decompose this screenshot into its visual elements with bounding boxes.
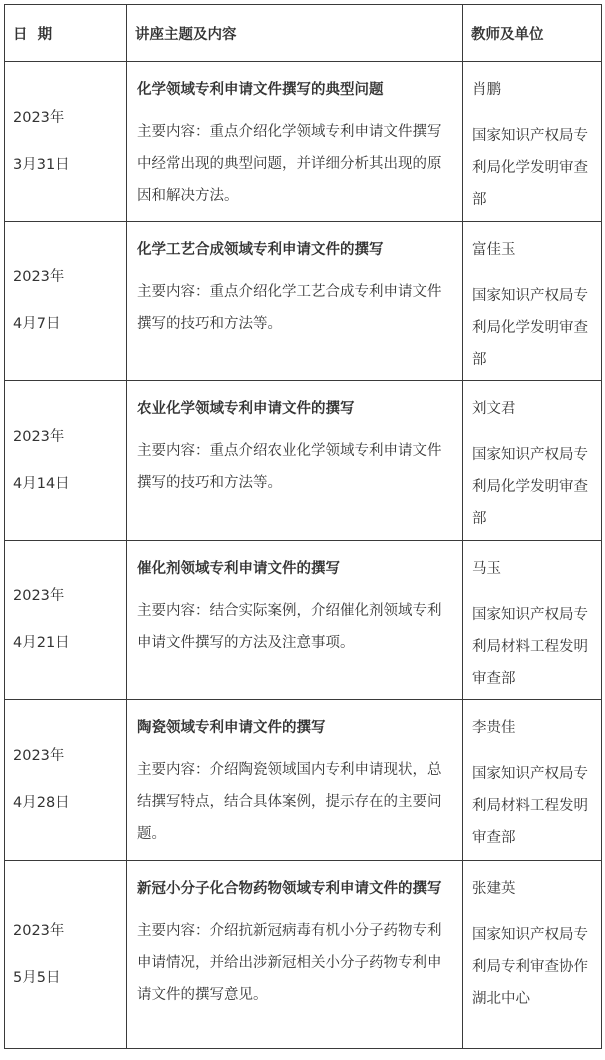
teacher-unit: 国家知识产权局专利局化学发明审查部 — [472, 288, 588, 368]
table-row — [5, 541, 602, 700]
topic-title: 新冠小分子化合物药物领域专利申请文件的撰写 — [137, 881, 442, 897]
date-day: 4月28日 — [13, 795, 70, 811]
topic-title: 农业化学领域专利申请文件的撰写 — [137, 401, 355, 417]
topic-cell — [127, 700, 463, 861]
teacher-unit: 国家知识产权局专利局化学发明审查部 — [472, 128, 588, 208]
date-cell — [5, 861, 127, 1049]
date-cell — [5, 700, 127, 861]
topic-description: 主要内容：介绍抗新冠病毒有机小分子药物专利申请情况，并给出涉新冠相关小分子药物专利申请文件的撰写意见。 — [137, 923, 442, 1003]
teacher-cell — [463, 541, 602, 700]
date-cell — [5, 541, 127, 700]
date-cell — [5, 381, 127, 541]
date-day: 5月5日 — [13, 969, 61, 986]
date-year: 2023年 — [13, 922, 65, 939]
header-teacher: 教师及单位 — [463, 5, 602, 62]
teacher-unit: 国家知识产权局专利局化学发明审查部 — [472, 447, 588, 527]
date-day: 4月7日 — [13, 316, 61, 332]
teacher-unit: 国家知识产权局专利局专利审查协作湖北中心 — [472, 927, 588, 1007]
date-year: 2023年 — [13, 109, 65, 126]
header-topic: 讲座主题及内容 — [127, 5, 463, 62]
teacher-cell — [463, 381, 602, 541]
topic-cell — [127, 541, 463, 700]
table-row — [5, 222, 602, 381]
date-year: 2023年 — [13, 269, 65, 285]
teacher-cell — [463, 861, 602, 1049]
header-date: 日 期 — [5, 5, 127, 62]
topic-description: 主要内容：介绍陶瓷领域国内专利申请现状，总结撰写特点，结合具体案例，提示存在的主要问题。 — [137, 762, 442, 842]
table-row — [5, 700, 602, 861]
teacher-name: 马玉 — [472, 561, 501, 577]
date-day: 4月14日 — [13, 475, 70, 492]
table-row — [5, 381, 602, 541]
topic-cell — [127, 62, 463, 222]
teacher-unit: 国家知识产权局专利局材料工程发明审查部 — [472, 607, 588, 687]
topic-title: 化学工艺合成领域专利申请文件的撰写 — [137, 242, 384, 258]
topic-title: 催化剂领域专利申请文件的撰写 — [137, 561, 340, 577]
date-year: 2023年 — [13, 588, 65, 604]
table-row — [5, 861, 602, 1049]
teacher-name: 李贵佳 — [472, 720, 516, 736]
table-row — [5, 62, 602, 222]
topic-cell — [127, 861, 463, 1049]
topic-description: 主要内容：结合实际案例，介绍催化剂领域专利申请文件撰写的方法及注意事项。 — [137, 603, 442, 651]
lecture-schedule-table — [4, 4, 602, 1049]
topic-description: 主要内容：重点介绍农业化学领域专利申请文件撰写的技巧和方法等。 — [137, 443, 442, 491]
topic-description: 主要内容：重点介绍化学领域专利申请文件撰写中经常出现的典型问题，并详细分析其出现的原因和解决方法。 — [137, 124, 442, 204]
date-day: 4月21日 — [13, 635, 70, 651]
teacher-cell — [463, 62, 602, 222]
topic-title: 陶瓷领域专利申请文件的撰写 — [137, 720, 326, 736]
teacher-name: 富佳玉 — [472, 242, 516, 258]
topic-title: 化学领域专利申请文件撰写的典型问题 — [137, 82, 384, 98]
teacher-name: 张建英 — [472, 881, 516, 897]
teacher-unit: 国家知识产权局专利局材料工程发明审查部 — [472, 766, 588, 846]
date-day: 3月31日 — [13, 156, 70, 173]
date-cell — [5, 62, 127, 222]
date-cell — [5, 222, 127, 381]
teacher-name: 刘文君 — [472, 401, 516, 417]
topic-cell — [127, 222, 463, 381]
table-header-row — [5, 5, 602, 62]
topic-description: 主要内容：重点介绍化学工艺合成专利申请文件撰写的技巧和方法等。 — [137, 284, 442, 332]
teacher-name: 肖鹏 — [472, 82, 501, 98]
date-year: 2023年 — [13, 748, 65, 764]
date-year: 2023年 — [13, 428, 65, 445]
teacher-cell — [463, 222, 602, 381]
teacher-cell — [463, 700, 602, 861]
topic-cell — [127, 381, 463, 541]
